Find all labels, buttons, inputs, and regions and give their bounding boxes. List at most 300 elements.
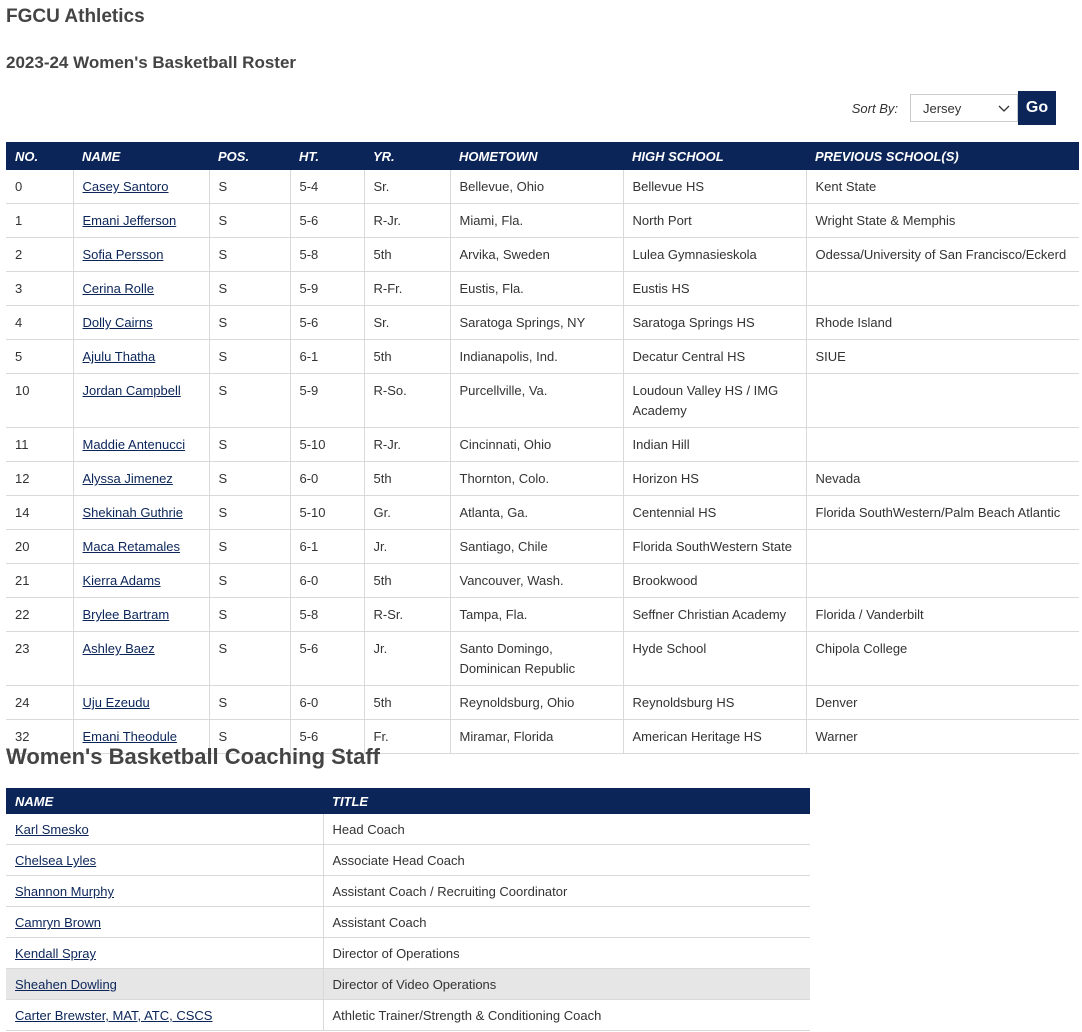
player-height: 5-6 (299, 315, 319, 330)
roster-header-row (6, 142, 1079, 170)
player-name-cell (73, 632, 209, 686)
player-high-school-cell (623, 496, 806, 530)
player-previous-school: Kent State (815, 179, 877, 194)
player-hometown: Vancouver, Wash. (459, 573, 564, 588)
player-name-link[interactable]: Emani Jefferson (82, 213, 177, 228)
player-year: R-So. (373, 383, 407, 398)
go-button[interactable]: Go (1018, 91, 1056, 125)
player-name-cell (73, 496, 209, 530)
col-header-pos[interactable]: POS. (209, 142, 290, 170)
player-position: S (218, 573, 228, 588)
player-name-cell (73, 462, 209, 496)
col-header-staff-title[interactable]: TITLE (323, 788, 810, 814)
player-number: 5 (15, 349, 23, 364)
player-name-cell (73, 374, 209, 428)
table-row (6, 969, 810, 1000)
player-hometown-cell (450, 462, 623, 496)
player-name-cell (73, 238, 209, 272)
staff-header-row (6, 788, 810, 814)
player-position-cell (209, 496, 290, 530)
player-position-cell (209, 530, 290, 564)
player-year-cell (364, 428, 450, 462)
player-number-cell (6, 530, 73, 564)
player-name-cell (73, 564, 209, 598)
player-high-school-cell (623, 686, 806, 720)
sort-selected-value: Jersey (923, 100, 962, 116)
player-height-cell (290, 496, 364, 530)
player-high-school-cell (623, 306, 806, 340)
player-hometown-cell (450, 632, 623, 686)
player-name-link[interactable]: Jordan Campbell (82, 383, 181, 398)
player-name-link[interactable]: Shekinah Guthrie (82, 505, 183, 520)
col-header-staff-name[interactable]: NAME (6, 788, 323, 814)
player-high-school: Brookwood (632, 573, 698, 588)
player-hometown: Cincinnati, Ohio (459, 437, 552, 452)
player-height: 5-6 (299, 213, 319, 228)
player-position: S (218, 539, 228, 554)
player-year-cell (364, 686, 450, 720)
player-height: 6-0 (299, 471, 319, 486)
player-position-cell (209, 272, 290, 306)
player-previous-school-cell (806, 564, 1079, 598)
player-position: S (218, 607, 228, 622)
player-high-school-cell (623, 462, 806, 496)
player-number: 3 (15, 281, 23, 296)
player-year-cell (364, 272, 450, 306)
staff-name-cell (6, 938, 323, 969)
player-year: Jr. (373, 641, 388, 656)
player-name-cell (73, 170, 209, 204)
player-year: Sr. (373, 179, 390, 194)
player-height-cell (290, 428, 364, 462)
player-hometown-cell (450, 204, 623, 238)
table-row (6, 938, 810, 969)
player-high-school: Bellevue HS (632, 179, 705, 194)
player-previous-school-cell (806, 530, 1079, 564)
staff-name-cell (6, 845, 323, 876)
table-row (6, 845, 810, 876)
player-previous-school: Denver (815, 695, 858, 710)
player-year: 5th (373, 247, 392, 262)
player-number-cell (6, 686, 73, 720)
player-height-cell (290, 598, 364, 632)
player-hometown-cell (450, 238, 623, 272)
player-number: 12 (15, 471, 30, 486)
player-high-school-cell (623, 238, 806, 272)
player-year: R-Sr. (373, 607, 404, 622)
player-name-cell (73, 598, 209, 632)
table-row (6, 530, 1079, 564)
player-height: 5-9 (299, 281, 319, 296)
player-high-school-cell (623, 428, 806, 462)
player-high-school: Horizon HS (632, 471, 699, 486)
player-previous-school: Florida SouthWestern/Palm Beach Atlantic (815, 505, 1061, 520)
coaching-staff-table (6, 788, 810, 1031)
player-position-cell (209, 374, 290, 428)
player-number-cell (6, 238, 73, 272)
player-year: 5th (373, 349, 392, 364)
col-header-previous-schools[interactable]: PREVIOUS SCHOOL(S) (806, 142, 1079, 170)
player-height: 6-0 (299, 695, 319, 710)
player-high-school: Eustis HS (632, 281, 690, 296)
staff-name-link[interactable]: Kendall Spray (15, 946, 96, 961)
staff-title-cell (323, 1000, 810, 1031)
table-row (6, 907, 810, 938)
player-previous-school: Odessa/University of San Francisco/Eckerd (815, 247, 1067, 262)
staff-name-cell (6, 876, 323, 907)
player-hometown: Eustis, Fla. (459, 281, 524, 296)
player-position: S (218, 641, 228, 656)
player-name-link[interactable]: Casey Santoro (82, 179, 169, 194)
player-number: 2 (15, 247, 23, 262)
player-previous-school-cell (806, 374, 1079, 428)
staff-title-cell (323, 814, 810, 845)
player-high-school-cell (623, 272, 806, 306)
player-year-cell (364, 306, 450, 340)
player-year: 5th (373, 573, 392, 588)
player-name-cell (73, 306, 209, 340)
player-previous-school: Florida / Vanderbilt (815, 607, 924, 622)
sort-by-label: Sort By: (851, 100, 898, 116)
player-number: 24 (15, 695, 30, 710)
staff-name-cell (6, 969, 323, 1000)
player-high-school: Centennial HS (632, 505, 717, 520)
player-height-cell (290, 272, 364, 306)
table-row (6, 204, 1079, 238)
player-position-cell (209, 564, 290, 598)
col-header-ht[interactable]: HT. (290, 142, 364, 170)
player-position-cell (209, 632, 290, 686)
player-hometown-cell (450, 428, 623, 462)
player-high-school: Indian Hill (632, 437, 690, 452)
player-hometown-cell (450, 530, 623, 564)
roster-title: 2023-24 Women's Basketball Roster (6, 53, 297, 72)
player-height: 5-6 (299, 641, 319, 656)
player-position-cell (209, 462, 290, 496)
player-year: R-Jr. (373, 213, 401, 228)
player-high-school: Loudoun Valley HS / IMG Academy (632, 383, 779, 418)
player-hometown-cell (450, 564, 623, 598)
table-row (6, 814, 810, 845)
player-name-link[interactable]: Maca Retamales (82, 539, 181, 554)
player-high-school-cell (623, 204, 806, 238)
player-hometown: Indianapolis, Ind. (459, 349, 558, 364)
player-previous-school-cell (806, 720, 1079, 754)
player-previous-school-cell (806, 272, 1079, 306)
player-year-cell (364, 598, 450, 632)
table-row (6, 170, 1079, 204)
staff-title: Assistant Coach / Recruiting Coordinator (332, 884, 568, 899)
player-previous-school: Wright State & Memphis (815, 213, 956, 228)
player-previous-school-cell (806, 598, 1079, 632)
player-height-cell (290, 530, 364, 564)
site-title: FGCU Athletics (6, 6, 145, 27)
col-header-no[interactable]: NO. (6, 142, 73, 170)
player-hometown: Purcellville, Va. (459, 383, 548, 398)
player-number: 1 (15, 213, 23, 228)
player-hometown: Miramar, Florida (459, 729, 554, 744)
table-row (6, 598, 1079, 632)
player-high-school: Seffner Christian Academy (632, 607, 787, 622)
player-year-cell (364, 238, 450, 272)
player-year: R-Jr. (373, 437, 401, 452)
player-position: S (218, 247, 228, 262)
player-hometown: Tampa, Fla. (459, 607, 528, 622)
staff-name-link[interactable]: Chelsea Lyles (15, 853, 97, 868)
player-previous-school-cell (806, 632, 1079, 686)
player-height: 5-8 (299, 247, 319, 262)
staff-title: Director of Video Operations (332, 977, 497, 992)
col-header-name[interactable]: NAME (73, 142, 209, 170)
table-row (6, 876, 810, 907)
player-high-school-cell (623, 170, 806, 204)
player-number-cell (6, 496, 73, 530)
player-previous-school: Chipola College (815, 641, 908, 656)
player-number-cell (6, 340, 73, 374)
table-row (6, 632, 1079, 686)
staff-title-cell (323, 969, 810, 1000)
player-height: 5-10 (299, 505, 326, 520)
player-high-school: Florida SouthWestern State (632, 539, 792, 554)
player-height-cell (290, 632, 364, 686)
player-height-cell (290, 686, 364, 720)
player-year: R-Fr. (373, 281, 403, 296)
player-height: 5-6 (299, 729, 319, 744)
player-year-cell (364, 530, 450, 564)
player-number: 11 (15, 437, 29, 452)
player-high-school-cell (623, 340, 806, 374)
player-name-link[interactable]: Emani Theodule (82, 729, 177, 744)
player-year-cell (364, 496, 450, 530)
player-hometown-cell (450, 598, 623, 632)
player-number: 14 (15, 505, 30, 520)
player-height-cell (290, 306, 364, 340)
player-number-cell (6, 632, 73, 686)
player-name-cell (73, 530, 209, 564)
player-high-school-cell (623, 564, 806, 598)
staff-title-cell (323, 938, 810, 969)
player-position-cell (209, 428, 290, 462)
player-name-cell (73, 204, 209, 238)
player-hometown: Santiago, Chile (459, 539, 548, 554)
player-hometown-cell (450, 496, 623, 530)
player-name-cell (73, 340, 209, 374)
col-header-high-school[interactable]: HIGH SCHOOL (623, 142, 806, 170)
player-hometown-cell (450, 306, 623, 340)
col-header-hometown[interactable]: HOMETOWN (450, 142, 623, 170)
player-hometown-cell (450, 170, 623, 204)
player-position: S (218, 471, 228, 486)
player-number-cell (6, 272, 73, 306)
player-year: Fr. (373, 729, 389, 744)
player-previous-school: Warner (815, 729, 858, 744)
player-position: S (218, 213, 228, 228)
staff-title: Assistant Coach (332, 915, 427, 930)
player-previous-school-cell (806, 428, 1079, 462)
player-position-cell (209, 238, 290, 272)
roster-table (6, 142, 1079, 754)
staff-title-cell (323, 876, 810, 907)
player-high-school-cell (623, 374, 806, 428)
player-high-school: North Port (632, 213, 692, 228)
player-number: 22 (15, 607, 30, 622)
player-high-school: Saratoga Springs HS (632, 315, 755, 330)
col-header-yr[interactable]: YR. (364, 142, 450, 170)
player-position-cell (209, 598, 290, 632)
player-year: 5th (373, 471, 392, 486)
staff-title: Associate Head Coach (332, 853, 465, 868)
player-height-cell (290, 462, 364, 496)
player-year-cell (364, 564, 450, 598)
table-row (6, 564, 1079, 598)
player-year-cell (364, 374, 450, 428)
player-name-link[interactable]: Brylee Bartram (82, 607, 170, 622)
staff-title: Head Coach (332, 822, 405, 837)
player-high-school: Decatur Central HS (632, 349, 746, 364)
player-year-cell (364, 632, 450, 686)
staff-title: Athletic Trainer/Strength & Conditioning Coach (332, 1008, 602, 1023)
table-row (6, 272, 1079, 306)
player-hometown: Bellevue, Ohio (459, 179, 545, 194)
player-name-link[interactable]: Uju Ezeudu (82, 695, 150, 710)
player-height-cell (290, 170, 364, 204)
player-high-school-cell (623, 530, 806, 564)
player-hometown: Reynoldsburg, Ohio (459, 695, 575, 710)
staff-name-cell (6, 1000, 323, 1031)
sort-select[interactable] (910, 94, 1018, 122)
player-year-cell (364, 170, 450, 204)
staff-name-cell (6, 907, 323, 938)
player-previous-school: Nevada (815, 471, 861, 486)
staff-name-link[interactable]: Karl Smesko (15, 822, 89, 837)
table-row (6, 428, 1079, 462)
staff-name-link[interactable]: Sheahen Dowling (15, 977, 117, 992)
player-year: 5th (373, 695, 392, 710)
player-height: 5-8 (299, 607, 319, 622)
player-name-link[interactable]: Sofia Persson (82, 247, 164, 262)
player-previous-school-cell (806, 686, 1079, 720)
player-hometown: Miami, Fla. (459, 213, 524, 228)
player-number-cell (6, 170, 73, 204)
player-year: Jr. (373, 539, 388, 554)
player-height: 6-1 (299, 349, 319, 364)
player-year-cell (364, 462, 450, 496)
player-number-cell (6, 428, 73, 462)
player-height: 5-9 (299, 383, 319, 398)
player-previous-school-cell (806, 462, 1079, 496)
player-number: 21 (15, 573, 30, 588)
player-hometown: Santo Domingo, Dominican Republic (459, 641, 576, 676)
player-height-cell (290, 564, 364, 598)
player-position-cell (209, 686, 290, 720)
player-high-school-cell (623, 632, 806, 686)
player-previous-school-cell (806, 204, 1079, 238)
player-high-school: Reynoldsburg HS (632, 695, 735, 710)
player-position-cell (209, 170, 290, 204)
player-position: S (218, 281, 228, 296)
player-previous-school-cell (806, 496, 1079, 530)
player-high-school-cell (623, 598, 806, 632)
player-high-school-cell (623, 720, 806, 754)
player-position: S (218, 695, 228, 710)
table-row (6, 238, 1079, 272)
player-position: S (218, 315, 228, 330)
table-row (6, 1000, 810, 1031)
player-number: 20 (15, 539, 30, 554)
player-previous-school-cell (806, 238, 1079, 272)
player-name-link[interactable]: Ajulu Thatha (82, 349, 156, 364)
player-number-cell (6, 374, 73, 428)
player-high-school: Hyde School (632, 641, 707, 656)
player-year: Gr. (373, 505, 391, 520)
player-number: 23 (15, 641, 30, 656)
table-row (6, 462, 1079, 496)
player-hometown-cell (450, 340, 623, 374)
table-row (6, 686, 1079, 720)
player-hometown-cell (450, 686, 623, 720)
player-height: 5-10 (299, 437, 326, 452)
player-name-link[interactable]: Dolly Cairns (82, 315, 153, 330)
coaching-staff-title: Women's Basketball Coaching Staff (6, 744, 381, 769)
player-number: 32 (15, 729, 30, 744)
player-name-link[interactable]: Alyssa Jimenez (82, 471, 173, 486)
player-hometown: Atlanta, Ga. (459, 505, 529, 520)
player-height-cell (290, 204, 364, 238)
player-number: 0 (15, 179, 23, 194)
player-name-link[interactable]: Cerina Rolle (82, 281, 155, 296)
staff-title-cell (323, 907, 810, 938)
player-height-cell (290, 374, 364, 428)
player-hometown: Thornton, Colo. (459, 471, 550, 486)
table-row (6, 374, 1079, 428)
table-row (6, 340, 1079, 374)
player-number-cell (6, 204, 73, 238)
player-height: 6-0 (299, 573, 319, 588)
player-name-link[interactable]: Maddie Antenucci (82, 437, 186, 452)
player-position: S (218, 383, 228, 398)
player-previous-school: SIUE (815, 349, 846, 364)
player-position: S (218, 179, 228, 194)
player-hometown: Saratoga Springs, NY (459, 315, 586, 330)
player-number: 4 (15, 315, 23, 330)
player-position: S (218, 729, 228, 744)
player-height-cell (290, 340, 364, 374)
staff-title: Director of Operations (332, 946, 460, 961)
player-height-cell (290, 238, 364, 272)
staff-name-cell (6, 814, 323, 845)
player-hometown-cell (450, 272, 623, 306)
player-name-cell (73, 428, 209, 462)
chevron-down-icon (995, 99, 1013, 117)
player-previous-school-cell (806, 340, 1079, 374)
player-name-link[interactable]: Ashley Baez (82, 641, 155, 656)
player-number-cell (6, 306, 73, 340)
staff-name-link[interactable]: Camryn Brown (15, 915, 101, 930)
table-row (6, 306, 1079, 340)
player-position-cell (209, 204, 290, 238)
player-name-link[interactable]: Kierra Adams (82, 573, 161, 588)
player-position: S (218, 505, 228, 520)
player-previous-school-cell (806, 306, 1079, 340)
player-number-cell (6, 598, 73, 632)
staff-name-link[interactable]: Shannon Murphy (15, 884, 115, 899)
player-number-cell (6, 564, 73, 598)
player-number: 10 (15, 383, 30, 398)
player-year-cell (364, 340, 450, 374)
sort-controls (852, 91, 1056, 125)
player-position: S (218, 437, 228, 452)
staff-name-link[interactable]: Carter Brewster, MAT, ATC, CSCS (15, 1008, 213, 1023)
